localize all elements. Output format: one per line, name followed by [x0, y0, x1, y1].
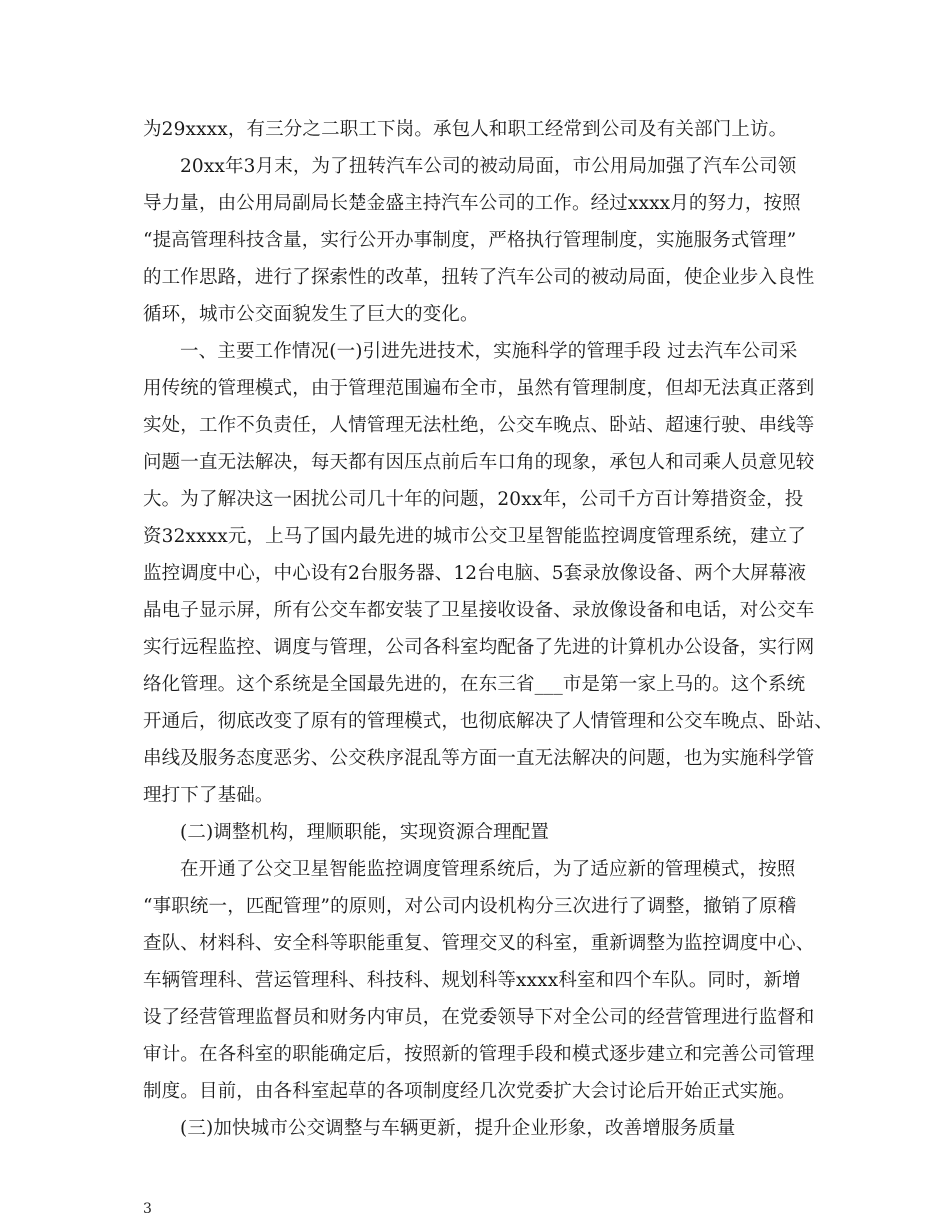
text-line: 车辆管理科、营运管理科、科技科、规划科等xxxx科室和四个车队。同时，新增 [143, 970, 801, 991]
text-line: 一、主要工作情况(一)引进先进技术，实施科学的管理手段 过去汽车公司采 [180, 341, 798, 362]
text-line: 制度。目前，由各科室起草的各项制度经几次党委扩大会讨论后开始正式实施。 [143, 1081, 796, 1102]
section-heading: (三)加快城市公交调整与车辆更新，提升企业形象，改善增服务质量 [180, 1118, 736, 1139]
text-line: 监控调度中心，中心设有2台服务器、12台电脑、5套录放像设备、两个大屏幕液 [143, 563, 807, 584]
text-line: 问题一直无法解决，每天都有因压点前后车口角的现象，承包人和司乘人员意见较 [143, 452, 815, 473]
text-line: 查队、材料科、安全科等职能重复、管理交叉的科室，重新调整为监控调度中心、 [143, 933, 815, 954]
section-heading: (二)调整机构，理顺职能，实现资源合理配置 [180, 822, 550, 843]
text-line: 资32xxxx元，上马了国内最先进的城市公交卫星智能监控调度管理系统，建立了 [143, 526, 806, 547]
text-line: 大。为了解决这一困扰公司几十年的问题，20xx年，公司千方百计筹措资金，投 [143, 489, 804, 510]
text-line: 实行远程监控、调度与管理，公司各科室均配备了先进的计算机办公设备，实行网 [143, 637, 815, 658]
text-line: 审计。在各科室的职能确定后，按照新的管理手段和模式逐步建立和完善公司管理 [143, 1044, 815, 1065]
text-line: 20xx年3月末，为了扭转汽车公司的被动局面，市公用局加强了汽车公司领 [180, 156, 797, 177]
text-line: 循环，城市公交面貌发生了巨大的变化。 [143, 304, 479, 325]
text-line: “提高管理科技含量，实行公开办事制度，严格执行管理制度，实施服务式管理” [143, 230, 797, 251]
text-line: 晶电子显示屏，所有公交车都安装了卫星接收设备、录放像设备和电话，对公交车 [143, 600, 815, 621]
text-line: 开通后，彻底改变了原有的管理模式，也彻底解决了人情管理和公交车晚点、卧站、 [143, 711, 834, 732]
text-line: “事职统一，匹配管理”的原则，对公司内设机构分三次进行了调整，撤销了原稽 [143, 896, 797, 917]
text-line: 络化管理。这个系统是全国最先进的，在东三省___市是第一家上马的。这个系统 [143, 674, 806, 695]
text-line: 理打下了基础。 [143, 785, 274, 806]
text-line: 用传统的管理模式，由于管理范围遍布全市，虽然有管理制度，但却无法真正落到 [143, 378, 815, 399]
text-line: 设了经营管理监督员和财务内审员，在党委领导下对全公司的经营管理进行监督和 [143, 1007, 815, 1028]
text-line: 在开通了公交卫星智能监控调度管理系统后，为了适应新的管理模式，按照 [180, 859, 796, 880]
text-line: 为29xxxx，有三分之二职工下岗。承包人和职工经常到公司及有关部门上访。 [143, 119, 788, 140]
text-line: 串线及服务态度恶劣、公交秩序混乱等方面一直无法解决的问题，也为实施科学管 [143, 748, 815, 769]
page-number: 3 [143, 1201, 152, 1217]
text-line: 的工作思路，进行了探索性的改革，扭转了汽车公司的被动局面，使企业步入良性 [143, 267, 815, 288]
text-line: 实处，工作不负责任，人情管理无法杜绝，公交车晚点、卧站、超速行驶、串线等 [143, 415, 815, 436]
text-line: 导力量，由公用局副局长楚金盛主持汽车公司的工作。经过xxxx月的努力，按照 [143, 193, 801, 214]
